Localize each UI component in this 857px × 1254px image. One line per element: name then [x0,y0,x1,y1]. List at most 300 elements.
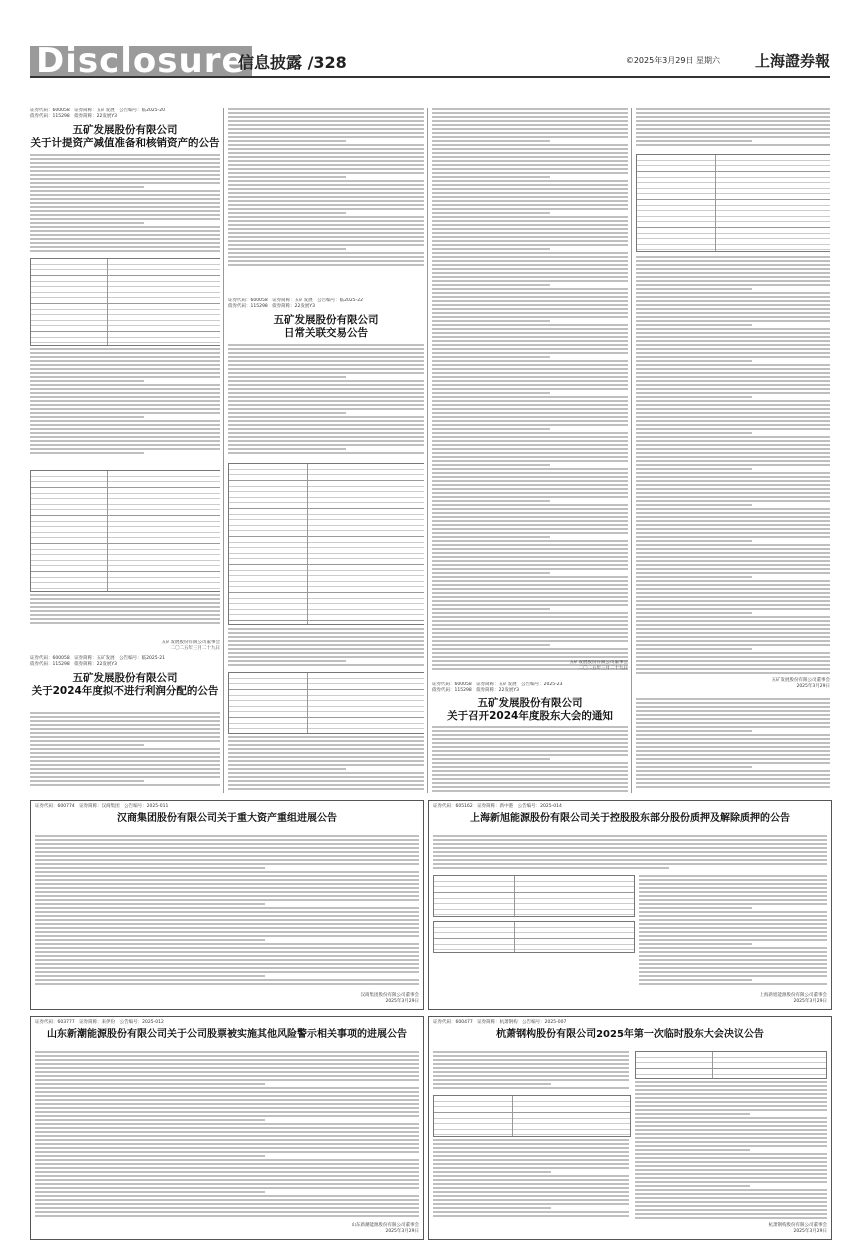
text-line [30,360,220,362]
text-line [30,392,220,394]
text-line [30,772,220,774]
text-line [35,919,419,921]
text-line [639,875,827,877]
text-line [432,644,550,646]
text-line [636,520,830,522]
text-line [432,352,628,354]
text-line [35,1055,419,1057]
text-line [30,416,144,418]
text-line [30,380,144,382]
text-line [228,788,424,790]
text-line [30,230,220,232]
text-line [432,624,628,626]
data-table [30,470,220,592]
text-line [636,340,830,342]
text-line [636,460,830,462]
text-line [30,444,220,446]
article-related-transactions [228,298,424,793]
text-line [433,1083,551,1085]
text-line [635,1189,827,1191]
text-line [639,963,827,965]
text-line [635,1093,827,1095]
text-line [35,967,419,969]
text-line [30,432,220,434]
article-codes: 证券代码：600774 证券简称：汉商集团 公告编号：2025-011 [35,804,169,809]
text-line [30,412,220,414]
text-line [635,1097,827,1099]
body-text [228,344,424,459]
text-line [432,774,628,776]
text-line [636,124,830,126]
text-line [636,492,830,494]
text-line [636,738,830,740]
text-line [432,256,628,258]
text-line [639,931,827,933]
text-line [30,756,220,758]
text-line [432,180,628,182]
text-line [432,496,628,498]
text-line [35,907,419,909]
body-text [432,726,628,794]
text-line [636,276,830,278]
text-line [30,162,220,164]
text-line [636,548,830,550]
text-line [228,236,424,238]
text-line [30,736,220,738]
text-line [228,664,424,666]
text-line [635,1109,827,1111]
text-line [636,762,830,764]
text-line [432,790,628,792]
text-line [635,1157,827,1159]
article-title-line1: 五矿发展股份有限公司 [72,124,178,136]
text-line [35,1147,419,1149]
text-line [432,416,628,418]
body-text [636,256,830,676]
text-line [636,528,830,530]
text-line [30,744,144,746]
text-line [636,620,830,622]
text-line [35,863,419,865]
text-line [636,116,830,118]
text-line [30,716,220,718]
text-line [635,1101,827,1103]
text-line [228,740,424,742]
text-line [636,132,830,134]
text-line [228,204,424,206]
text-line [432,304,628,306]
text-line [35,1171,419,1173]
text-line [635,1177,827,1179]
article-codes: 证券代码：600058 证券简称：五矿发展 公告编号：2025-23 债券代码：115298 债券简称：22发展Y3 [432,682,563,693]
text-line [433,1167,629,1169]
text-line [636,706,830,708]
text-line [35,1191,265,1193]
text-line [228,372,424,374]
article-codes: 证券代码：600058 证券简称：五矿发展 公告编号：临2025-20 债券代码：115298 债券简称：22发展Y3 [30,108,165,119]
text-line [228,756,424,758]
text-line [35,899,419,901]
text-line [35,959,419,961]
text-line [35,879,419,881]
article-box-xinxu [428,800,832,1010]
text-line [35,923,419,925]
text-line [228,108,424,110]
body-text [228,736,424,793]
text-line [35,1187,419,1189]
body-text [636,108,830,148]
text-line [432,400,628,402]
text-line [228,420,424,422]
text-line [30,448,220,450]
text-line [35,1075,419,1077]
text-line [228,768,346,770]
text-line [433,1151,629,1153]
text-line [228,736,424,738]
text-line [432,524,628,526]
text-line [432,726,628,728]
text-line [432,560,628,562]
text-line [228,240,424,242]
text-line [635,1145,827,1147]
text-line [30,376,220,378]
text-line [433,1163,629,1165]
newspaper-name: 上海證券報 [754,52,830,70]
text-line [35,1051,419,1053]
text-line [639,967,827,969]
text-line [636,770,830,772]
data-table [433,875,635,917]
text-line [30,226,220,228]
text-line [636,144,830,146]
text-line [433,1087,629,1089]
text-line [636,384,830,386]
text-line [432,584,628,586]
text-line [30,712,220,714]
text-line [636,698,830,700]
text-line [432,544,628,546]
text-line [228,164,424,166]
text-line [636,556,830,558]
text-line [228,760,424,762]
text-line [35,1127,419,1129]
text-line [636,336,830,338]
text-line [639,983,827,985]
text-line [635,1173,827,1175]
text-line [636,628,830,630]
text-line [228,356,424,358]
text-line [636,468,752,470]
text-line [635,1141,827,1143]
text-line [228,192,424,194]
text-line [432,236,628,238]
text-line [432,276,628,278]
text-line [30,408,220,410]
text-line [636,292,830,294]
text-line [639,891,827,893]
body-text [30,348,220,458]
text-line [636,440,830,442]
text-line [35,871,419,873]
text-line [432,754,628,756]
text-line [433,1063,629,1065]
text-line [636,140,752,142]
text-line [432,648,628,650]
text-line [35,1119,265,1121]
text-line [636,316,830,318]
text-line [636,284,830,286]
text-line [433,835,827,837]
text-line [228,784,424,786]
text-line [228,364,424,366]
body-text [30,712,220,790]
text-line [636,648,752,650]
text-line [432,564,628,566]
text-line [228,344,424,346]
text-line [635,1117,827,1119]
text-line [636,372,830,374]
data-table [30,258,220,346]
text-line [636,480,830,482]
text-line [432,220,628,222]
text-line [432,328,628,330]
text-line [30,210,220,212]
text-line [433,847,827,849]
text-line [30,436,220,438]
text-line [432,160,628,162]
text-line [433,1143,629,1145]
text-line [432,640,628,642]
text-line [35,843,419,845]
text-line [636,496,830,498]
text-line [433,1195,629,1197]
text-line [636,424,830,426]
text-line [639,895,827,897]
text-line [30,206,220,208]
body-text [433,1139,629,1219]
text-line [636,540,752,542]
text-line [35,895,419,897]
text-line [228,656,424,658]
text-line [635,1193,827,1195]
text-line [35,1111,419,1113]
text-line [432,738,628,740]
text-line [30,352,220,354]
text-line [30,368,220,370]
text-line [636,726,830,728]
text-line [432,348,628,350]
text-line [432,264,628,266]
text-line [432,280,628,282]
text-line [35,963,419,965]
text-line [228,256,424,258]
text-line [432,376,628,378]
text-line [432,356,550,358]
text-line [432,412,628,414]
text-line [636,300,830,302]
text-line [30,598,220,600]
text-line [228,368,424,370]
data-table [228,463,424,625]
text-line [432,208,628,210]
text-line [30,182,220,184]
text-line [636,136,830,138]
text-line [35,1163,419,1165]
text-line [35,847,419,849]
text-line [432,380,628,382]
text-line [432,588,628,590]
text-line [636,432,752,434]
text-line [636,786,830,788]
text-line [432,758,550,760]
text-line [228,224,424,226]
text-line [228,232,424,234]
text-line [636,572,830,574]
text-line [30,166,220,168]
text-line [639,939,827,941]
text-line [228,116,424,118]
text-line [35,1167,419,1169]
text-line [35,935,419,937]
text-line [35,1159,419,1161]
text-line [228,632,424,634]
text-line [635,1205,827,1207]
column-divider [631,108,632,793]
text-line [636,408,830,410]
text-line [636,560,830,562]
text-line [228,160,424,162]
text-line [432,762,628,764]
text-line [35,1071,419,1073]
text-line [636,488,830,490]
text-line [636,368,830,370]
text-line [432,392,550,394]
body-text [35,1051,419,1219]
text-line [433,1155,629,1157]
text-line [636,552,830,554]
text-line [432,428,550,430]
text-line [636,508,830,510]
text-line [228,452,424,454]
text-line [636,328,830,330]
article-sign: 杭萧钢构股份有限公司董事会 2025年3月29日 [768,1223,827,1234]
text-line [433,1075,629,1077]
text-line [639,911,827,913]
text-line [636,476,830,478]
text-line [636,782,830,784]
text-line [30,158,220,160]
text-line [432,228,628,230]
text-line [432,512,628,514]
masthead [30,41,830,81]
text-line [635,1153,827,1155]
text-line [433,1207,551,1209]
text-line [636,304,830,306]
text-line [639,887,827,889]
text-line [228,112,424,114]
article-sign: 五矿发展股份有限公司董事会 二〇二五年三月二十九日 [161,640,220,651]
text-line [35,855,419,857]
text-line [432,484,628,486]
text-line [636,604,830,606]
text-line [30,602,220,604]
text-line [636,714,830,716]
text-line [636,672,830,674]
text-line [35,983,419,985]
text-line [432,636,628,638]
text-line [228,152,424,154]
text-line [432,268,628,270]
text-line [35,951,419,953]
text-line [636,416,830,418]
text-line [30,190,220,192]
text-line [636,600,830,602]
text-line [636,112,830,114]
text-line [636,352,830,354]
text-line [636,568,830,570]
text-line [432,742,628,744]
text-line [432,766,628,768]
text-line [35,1091,419,1093]
text-line [30,356,220,358]
text-line [432,388,628,390]
text-line [30,242,220,244]
text-line [636,668,830,670]
text-line [35,883,419,885]
text-line [639,915,827,917]
text-line [636,268,830,270]
text-line [636,774,830,776]
text-line [635,1105,827,1107]
text-line [636,312,830,314]
text-line [432,420,628,422]
text-line [30,170,220,172]
text-line [635,1201,827,1203]
body-text [432,108,628,673]
text-line [636,656,830,658]
body-text [639,875,827,990]
text-line [433,851,827,853]
text-line [432,556,628,558]
text-line [432,288,628,290]
text-line [636,108,830,110]
article-codes: 证券代码：603777 证券简称：来伊份 公告编号：2025-012 [35,1020,164,1025]
text-line [432,778,628,780]
text-line [635,1161,827,1163]
text-line [35,1107,419,1109]
text-line [636,264,830,266]
article-title: 杭萧钢构股份有限公司2025年第一次临时股东大会决议公告 [496,1029,764,1040]
text-line [636,420,830,422]
article-title: 汉商集团股份有限公司关于重大资产重组进展公告 [117,813,337,824]
text-line [30,622,220,624]
text-line [228,396,424,398]
text-line [228,436,424,438]
text-line [432,516,628,518]
text-line [228,208,424,210]
text-line [228,640,424,642]
text-line [228,216,424,218]
text-line [639,951,827,953]
text-line [35,867,265,869]
text-line [636,640,830,642]
text-line [432,536,550,538]
brand-logo: Disclosure [30,46,252,76]
text-line [433,1211,629,1213]
text-line [636,280,830,282]
text-line [636,128,830,130]
text-line [432,508,628,510]
